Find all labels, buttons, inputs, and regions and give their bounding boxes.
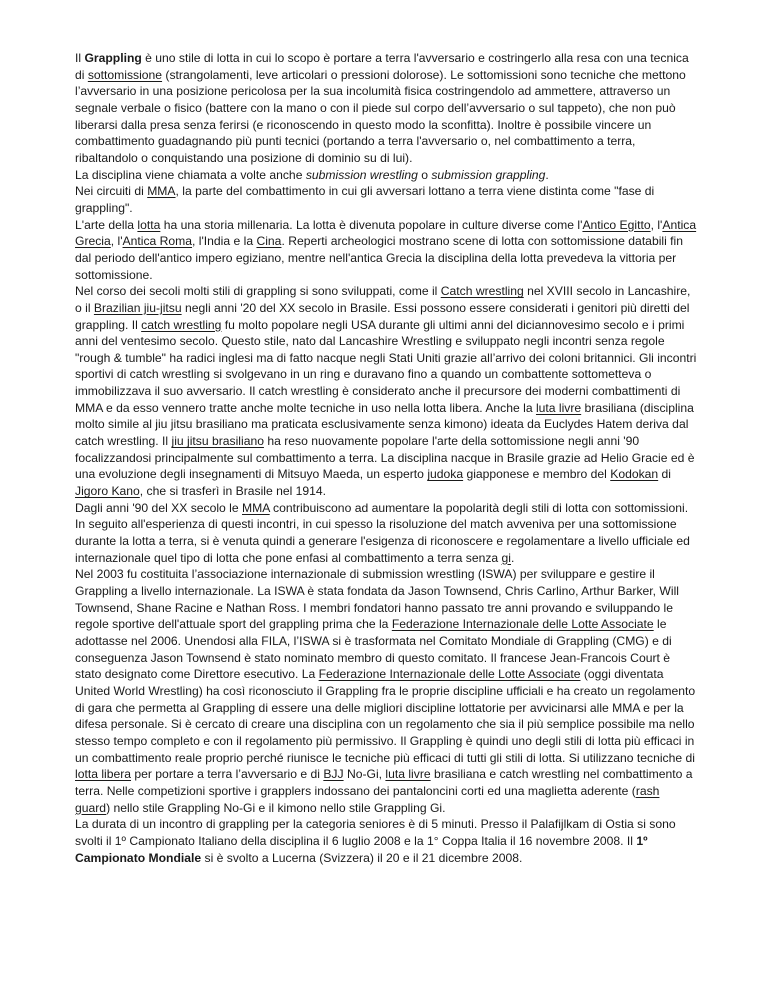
inline-link[interactable]: Antica Grecia (75, 217, 697, 249)
inline-link[interactable]: Federazione Internazionale delle Lotte Associate (318, 667, 581, 682)
inline-link[interactable]: luta livre (535, 400, 582, 415)
inline-link[interactable]: BJJ (323, 767, 344, 782)
text-run: è uno stile di lotta in cui lo scopo è portare a terra l'avversario e costringerlo alla resa con una tecnica di (75, 51, 689, 82)
text-run: le adottasse nel 2006. Unendosi alla FILA, l’ISWA si è trasformata nel Comitato Mondiale di Grappling (CMG) e di conseguenza Jason Townsend è stato nominato membro di questo comitato. Il francese Jean-Francois Court è stato designato come Direttore esecutivo. La (75, 617, 672, 682)
text-run: ha una storia millenaria. La lotta è divenuta popolare in culture diverse come l' (160, 217, 583, 232)
text-run: Dagli anni '90 del XX secolo le (75, 500, 242, 515)
inline-link[interactable]: Cina (256, 234, 282, 249)
text-run: si è svolto a Lucerna (Svizzera) il 20 e il 21 dicembre 2008. (201, 850, 523, 865)
text-run: (oggi diventata United World Wrestling) ha così riconosciuto il Grappling fra le proprie discipline ufficiali e ha creato un regolamento di gara che permetta al Grappling di essere una delle migliori discipline lottatorie per avvicinarsi alle MMA e per la difesa personale. Si è cercato di creare una disciplina con un regolamento che sia il più semplice possibile ma nello stesso tempo completo e con il regolamento più permissivo. Il Grappling è quindi uno degli stili di lotta più efficaci in un combattimento reale proprio perché riunisce le tecniche più efficaci di tutti gli stili di lotta. Si utilizzano tecniche di (75, 667, 696, 765)
paragraph-grappling-definition (75, 50, 697, 167)
text-run: , la parte del combattimento in cui gli avversari lottano a terra viene distinta come "fase di grappling". (75, 184, 655, 215)
text-run: o (417, 167, 432, 182)
text-run: , l' (110, 234, 123, 249)
text-run: giapponese e membro del (463, 467, 611, 482)
text-run: ha reso nuovamente popolare l'arte della sottomissione negli anni '90 focalizzandosi principalmente sul combattimento a terra. La disciplina nacque in Brasile grazie ad Helio Gracie ed è una evoluzione degli insegnamenti di Mitsuyo Maeda, un esperto (75, 434, 695, 482)
paragraph-mma-phase (75, 183, 697, 216)
inline-link[interactable]: rash guard (75, 783, 660, 815)
italic-text: submission grappling (431, 167, 546, 182)
bold-text: 1º Campionato Mondiale (75, 833, 648, 865)
paragraph-ancient-history (75, 217, 697, 284)
text-run: nel XVIII secolo in Lancashire, o il (75, 284, 691, 315)
paragraph-alternate-names (75, 167, 697, 184)
bold-text: Grappling (84, 51, 142, 65)
text-run: ) nello stile Grappling No-Gi e il kimono nello stile Grappling Gi. (106, 800, 446, 815)
inline-link[interactable]: Catch wrestling (440, 284, 524, 299)
inline-link[interactable]: Brazilian jiu-jitsu (93, 300, 182, 315)
text-run: negli anni '20 del XX secolo in Brasile. Essi possono essere considerati i genitori più diretti del grappling. Il (75, 300, 690, 332)
text-run: La disciplina viene chiamata a volte anche (75, 167, 306, 182)
inline-link[interactable]: Antica Roma (122, 234, 193, 249)
inline-link[interactable]: gi (501, 550, 511, 565)
inline-link[interactable]: sottomissione (87, 67, 163, 82)
text-run: brasiliana (disciplina molto simile al jiu jitsu brasiliano ma praticata esclusivamente senza kimono) ideata da Euclydes Hatem deriva dal catch wrestling. Il (75, 400, 694, 449)
inline-link[interactable]: Federazione Internazionale delle Lotte Associate (391, 617, 654, 632)
text-run: per portare a terra l’avversario e di (131, 767, 324, 782)
inline-link[interactable]: lotta (137, 217, 161, 232)
text-run: brasiliana e catch wrestling nel combattimento a terra. Nelle competizioni sportive i grapplers indossano dei pantaloncini corti ed una maglietta aderente ( (75, 767, 693, 798)
text-run: Nei circuiti di (75, 184, 148, 199)
text-run: , l' (650, 217, 663, 232)
text-run: No-Gi, (343, 767, 386, 782)
document-body (75, 50, 697, 866)
inline-link[interactable]: lotta libera (75, 767, 132, 782)
inline-link[interactable]: luta livre (385, 767, 431, 782)
inline-link[interactable]: Antico Egitto (582, 217, 651, 232)
text-run: . (545, 167, 549, 182)
paragraph-competitions (75, 816, 697, 866)
text-run: . (511, 550, 515, 565)
text-run: , che si trasferì in Brasile nel 1914. (139, 484, 327, 499)
inline-link[interactable]: jiu jitsu brasiliano (171, 434, 264, 449)
inline-link[interactable]: MMA (147, 184, 176, 199)
italic-text: submission wrestling (305, 167, 418, 182)
text-run: L'arte della (75, 217, 138, 232)
text-run: La durata di un incontro di grappling per la categoria seniores è di 5 minuti. Presso il Palafijlkam di Ostia si sono svolti il 1º Campionato Italiano della disciplina il 6 luglio 2008 e la 1° Coppa Italia il 16 novembre 2008. Il (75, 817, 676, 848)
text-run: Nel corso dei secoli molti stili di grappling si sono sviluppati, come il (75, 284, 441, 299)
paragraph-styles-history (75, 283, 697, 500)
paragraph-iswa-fila (75, 566, 697, 816)
inline-link[interactable]: Jigoro Kano (75, 484, 140, 499)
text-run: Il (75, 51, 85, 65)
text-run: (strangolamenti, leve articolari o pressioni dolorose). Le sottomissioni sono tecniche che mettono l’avversario in una posizione pericolosa per la sua incolumità fisica costringendolo ad ammettere, attraverso un segnale verbale o fisico (battere con la mano o con il piede sul corpo dell’avversario o sul tappeto), che non può liberarsi dalla presa senza ferirsi (e riconoscendo in questo modo la sconfitta). Inoltre è possibile vincere un combattimento guadagnando più punti tecnici (portando a terra l'avversario o, nel combattimento a terra, ribaltandolo o conquistando una posizione di dominio su di lui). (75, 67, 686, 165)
text-run: Nel 2003 fu costituita l’associazione internazionale di submission wrestling (ISWA) per sviluppare e gestire il Grappling a livello internazionale. La ISWA è stata fondata da Jason Townsend, Chris Carlino, Arthur Barker, Will Townsend, Shane Racine e Nathan Ross. I membri fondatori hanno passato tre anni provando e sviluppando le regole sportive dell'attuale sport del grappling prima che la (75, 567, 679, 632)
inline-link[interactable]: catch wrestling (141, 317, 222, 332)
text-run: fu molto popolare negli USA durante gli ultimi anni del diciannovesimo secolo e i primi anni del ventesimo secolo. Questo stile, nato dal Lancashire Wrestling e sviluppato negli incontri senza regole "rough & tumble" ha radici inglesi ma di fatto nacque negli Stati Uniti grazie all’arrivo dei coloni britannici. Gli incontri sportivi di catch wrestling si svolgevano in un ring e duravano fino a quando un combattente sottometteva o immobilizzava il suo avversario. Il catch wrestling è considerato anche il precursore dei moderni combattimenti di MMA e da esso vennero tratte anche molte tecniche in uso nella lotta libera. Anche la (75, 317, 697, 415)
inline-link[interactable]: MMA (242, 500, 270, 515)
inline-link[interactable]: judoka (427, 467, 464, 482)
inline-link[interactable]: Kodokan (610, 467, 659, 482)
text-run: contribuiscono ad aumentare la popolarità degli stili di lotta con sottomissioni. In seguito all'esperienza di questi incontri, in cui spesso la risoluzione del match avveniva per una sottomissione durante la lotta a terra, si è venuta quindi a generare l'esigenza di riconoscere e regolamentare a livello ufficiale ed internazionale quel tipo di lotta che pone enfasi al combattimento a terra senza (75, 500, 690, 565)
text-run: di (658, 467, 671, 482)
paragraph-mma-popularity (75, 500, 697, 567)
text-run: . Reperti archeologici mostrano scene di lotta con sottomissione databili fin dal periodo dell'antico impero egiziano, mentre nell'antica Grecia la disciplina della lotta prevedeva la vittoria per sottomissione. (75, 234, 683, 282)
text-run: , l'India e la (192, 234, 257, 249)
